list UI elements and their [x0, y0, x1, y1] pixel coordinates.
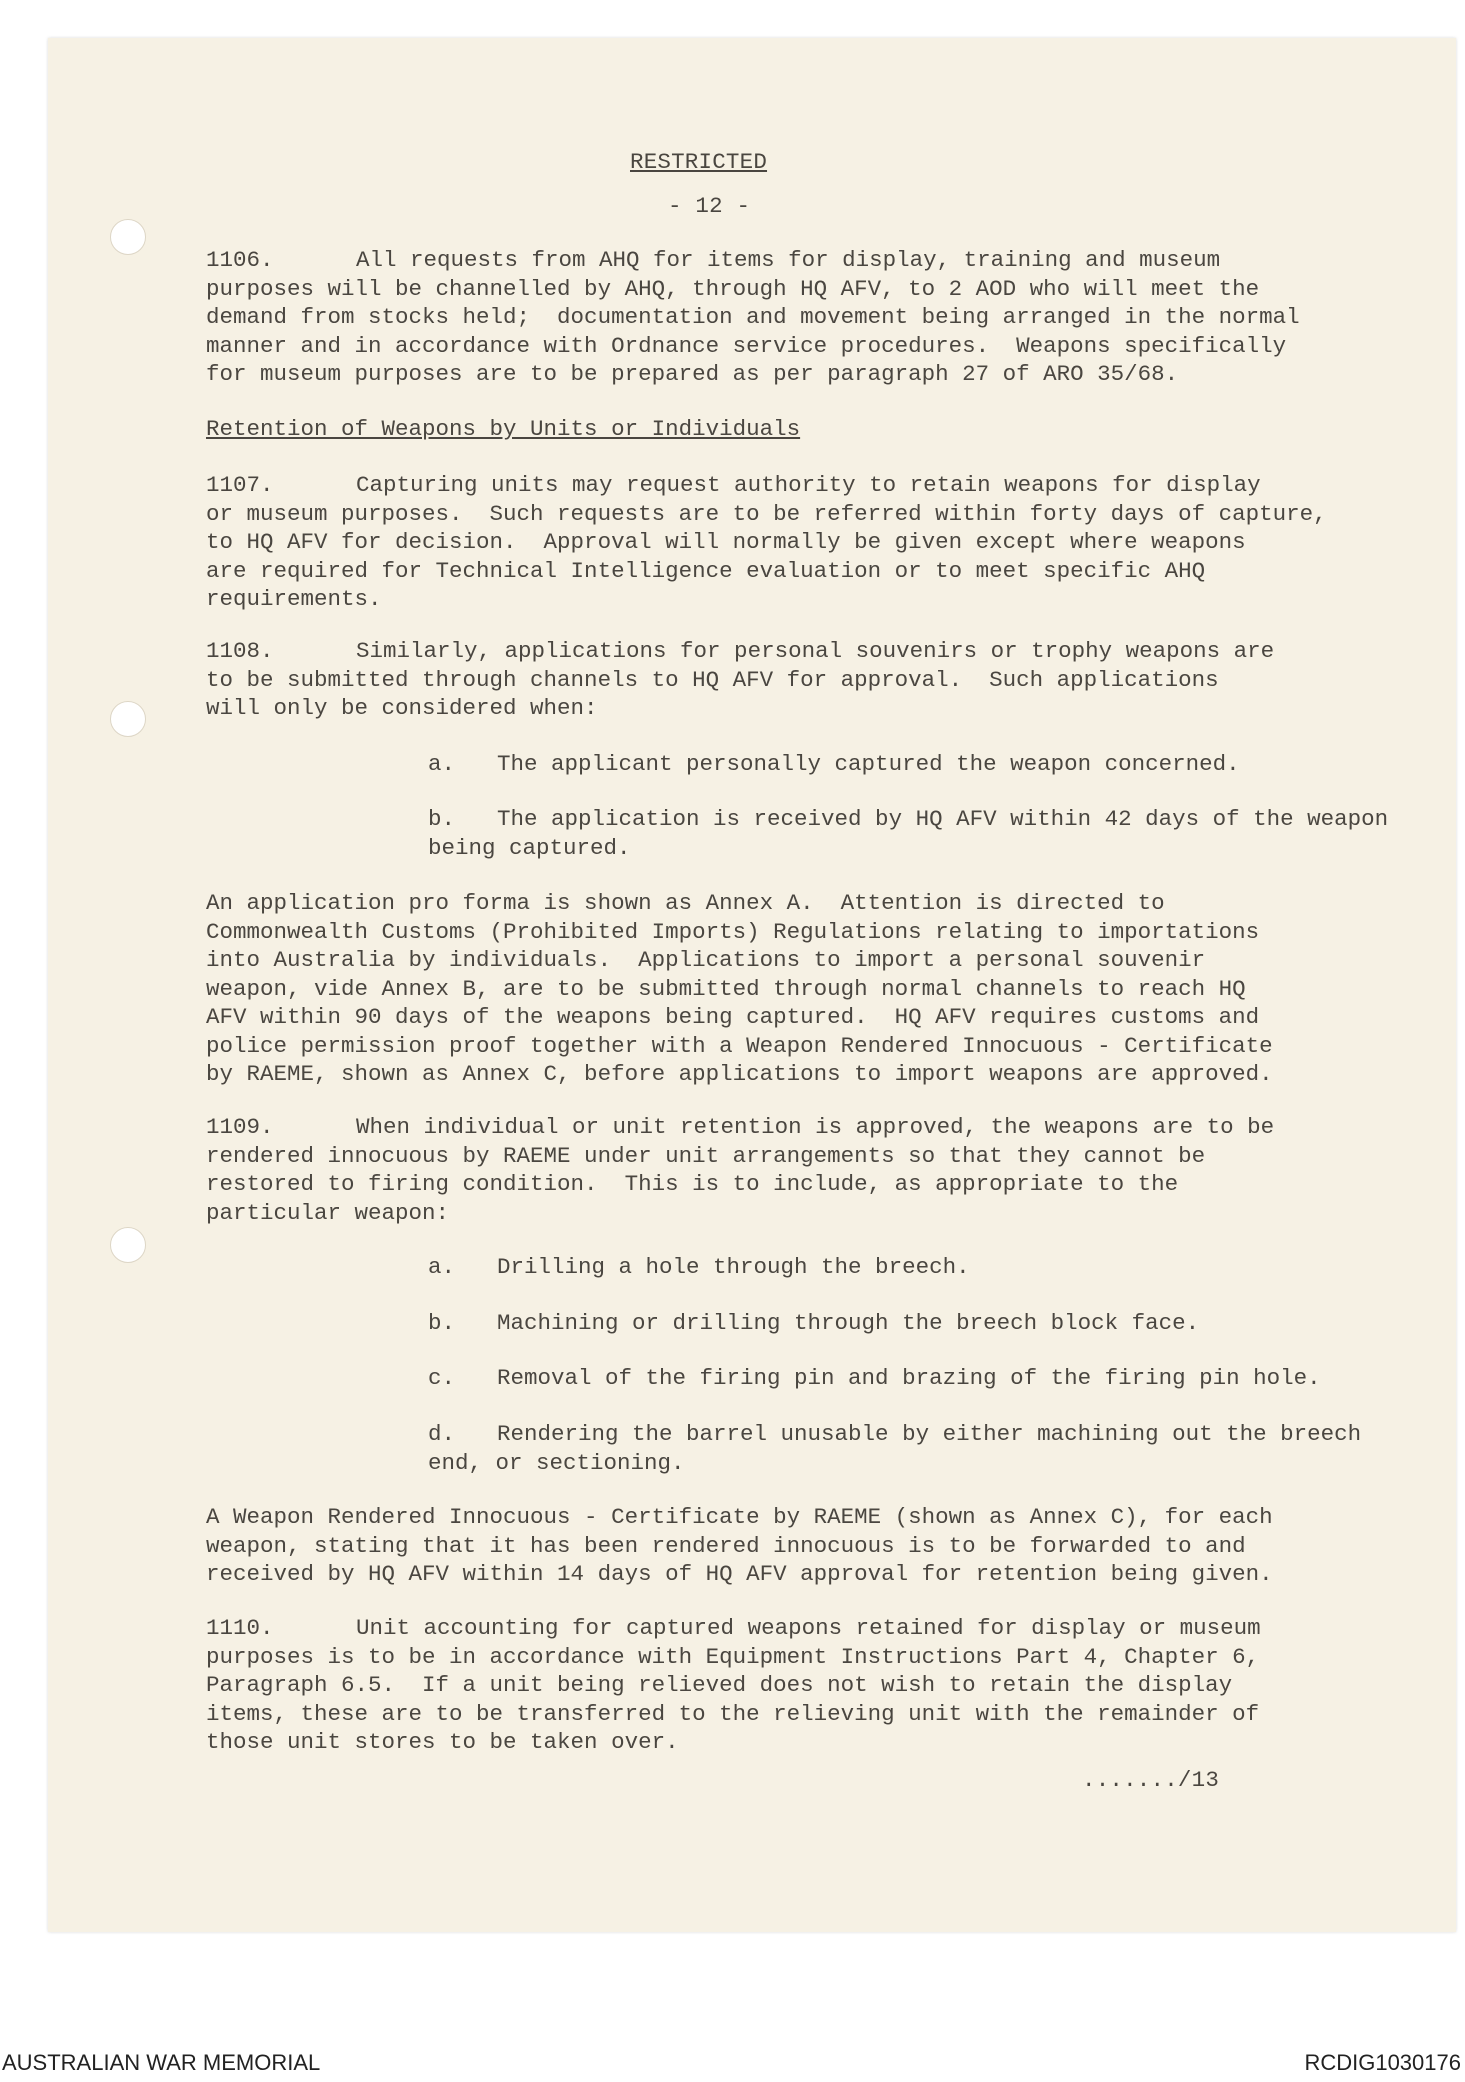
classification-header: RESTRICTED — [630, 149, 768, 175]
list-item: d. Rendering the barrel unusable by either machining out the breech end, or sectioning. — [428, 1421, 1362, 1476]
punch-hole — [110, 1227, 146, 1263]
text-line: to be submitted through channels to HQ AFV for approval. Such applications — [206, 666, 1219, 693]
text-line: Unit accounting for captured weapons retained for display or museum — [356, 1615, 1261, 1641]
list-label: a. — [428, 751, 456, 777]
paragraph-1109 — [206, 1113, 1275, 1227]
text-line: are required for Technical Intelligence evaluation or to meet specific AHQ — [206, 557, 1206, 584]
paragraph-number: 1106. — [206, 247, 274, 273]
list-label: a. — [428, 1254, 456, 1280]
punch-hole — [110, 701, 146, 737]
text-line: those unit stores to be taken over. — [206, 1729, 679, 1755]
list-label: b. — [428, 1310, 456, 1336]
paragraph-number: 1109. — [206, 1114, 274, 1140]
text-line: manner and in accordance with Ordnance service procedures. Weapons specifically — [206, 332, 1287, 359]
text-line: Capturing units may request authority to retain weapons for display — [356, 472, 1261, 498]
list-label: b. — [428, 806, 456, 832]
text-line: received by HQ AFV within 14 days of HQ AFV approval for retention being given. — [206, 1561, 1273, 1587]
text-line: When individual or unit retention is approved, the weapons are to be — [356, 1114, 1275, 1140]
footer-source: AUSTRALIAN WAR MEMORIAL — [2, 2050, 321, 2075]
text-line: particular weapon: — [206, 1199, 450, 1226]
paragraph-annex — [206, 889, 1273, 1089]
paragraph-number: 1110. — [206, 1615, 274, 1641]
text-line: rendered innocuous by RAEME under unit arrangements so that they cannot be — [206, 1142, 1206, 1169]
text-line: Commonwealth Customs (Prohibited Imports) Regulations relating to importations — [206, 918, 1260, 945]
list-item: b. The application is received by HQ AFV within 42 days of the weapon being captured. — [428, 806, 1389, 861]
paragraph-certificate — [206, 1503, 1273, 1589]
text-line: restored to firing condition. This is to include, as appropriate to the — [206, 1171, 1179, 1197]
text-line: purposes is to be in accordance with Equipment Instructions Part 4, Chapter 6, — [206, 1643, 1260, 1670]
paragraph-number: 1107. — [206, 472, 274, 498]
list-label: c. — [428, 1365, 456, 1391]
text-line: weapon, vide Annex B, are to be submitted through normal channels to reach HQ — [206, 975, 1246, 1002]
paragraph-1110 — [206, 1614, 1259, 1757]
text-line: being captured. — [428, 834, 631, 861]
section-heading: Retention of Weapons by Units or Individuals — [206, 416, 801, 442]
continuation-marker: ......./13 — [1082, 1767, 1220, 1793]
punch-hole — [110, 219, 146, 255]
text-line: An application pro forma is shown as Annex A. Attention is directed to — [206, 890, 1165, 916]
text-line: All requests from AHQ for items for display, training and museum — [356, 247, 1221, 273]
text-line: to HQ AFV for decision. Approval will normally be given except where weapons — [206, 529, 1246, 555]
text-line: items, these are to be transferred to the relieving unit with the remainder of — [206, 1700, 1260, 1727]
text-line: police permission proof together with a Weapon Rendered Innocuous - Certificate — [206, 1032, 1273, 1059]
page-number: - 12 - — [668, 193, 751, 219]
paragraph-number: 1108. — [206, 638, 274, 664]
text-line: Similarly, applications for personal souvenirs or trophy weapons are — [356, 638, 1275, 664]
text-line: A Weapon Rendered Innocuous - Certificate by RAEME (shown as Annex C), for each — [206, 1504, 1273, 1530]
text-line: weapon, stating that it has been rendered innocuous is to be forwarded to and — [206, 1532, 1246, 1559]
paragraph-1106 — [206, 246, 1300, 389]
text-line: end, or sectioning. — [428, 1449, 685, 1476]
text-line: Paragraph 6.5. If a unit being relieved does not wish to retain the display — [206, 1672, 1233, 1698]
footer-record-id: RCDIG1030176 — [1304, 2050, 1461, 2075]
text-line: purposes will be channelled by AHQ, through HQ AFV, to 2 AOD who will meet the — [206, 275, 1260, 302]
text-line: will only be considered when: — [206, 695, 598, 721]
text-line: into Australia by individuals. Applications to import a personal souvenir — [206, 947, 1206, 973]
paragraph-1107 — [206, 471, 1327, 614]
text-line: AFV within 90 days of the weapons being captured. HQ AFV requires customs and — [206, 1004, 1260, 1030]
text-line: or museum purposes. Such requests are to be referred within forty days of capture, — [206, 500, 1327, 527]
text-line: by RAEME, shown as Annex C, before applications to import weapons are approved. — [206, 1061, 1273, 1087]
text-line: for museum purposes are to be prepared as per paragraph 27 of ARO 35/68. — [206, 361, 1179, 387]
list-label: d. — [428, 1421, 456, 1447]
text-line: requirements. — [206, 586, 382, 612]
text-line: demand from stocks held; documentation and movement being arranged in the normal — [206, 304, 1300, 330]
paragraph-1108 — [206, 637, 1275, 723]
